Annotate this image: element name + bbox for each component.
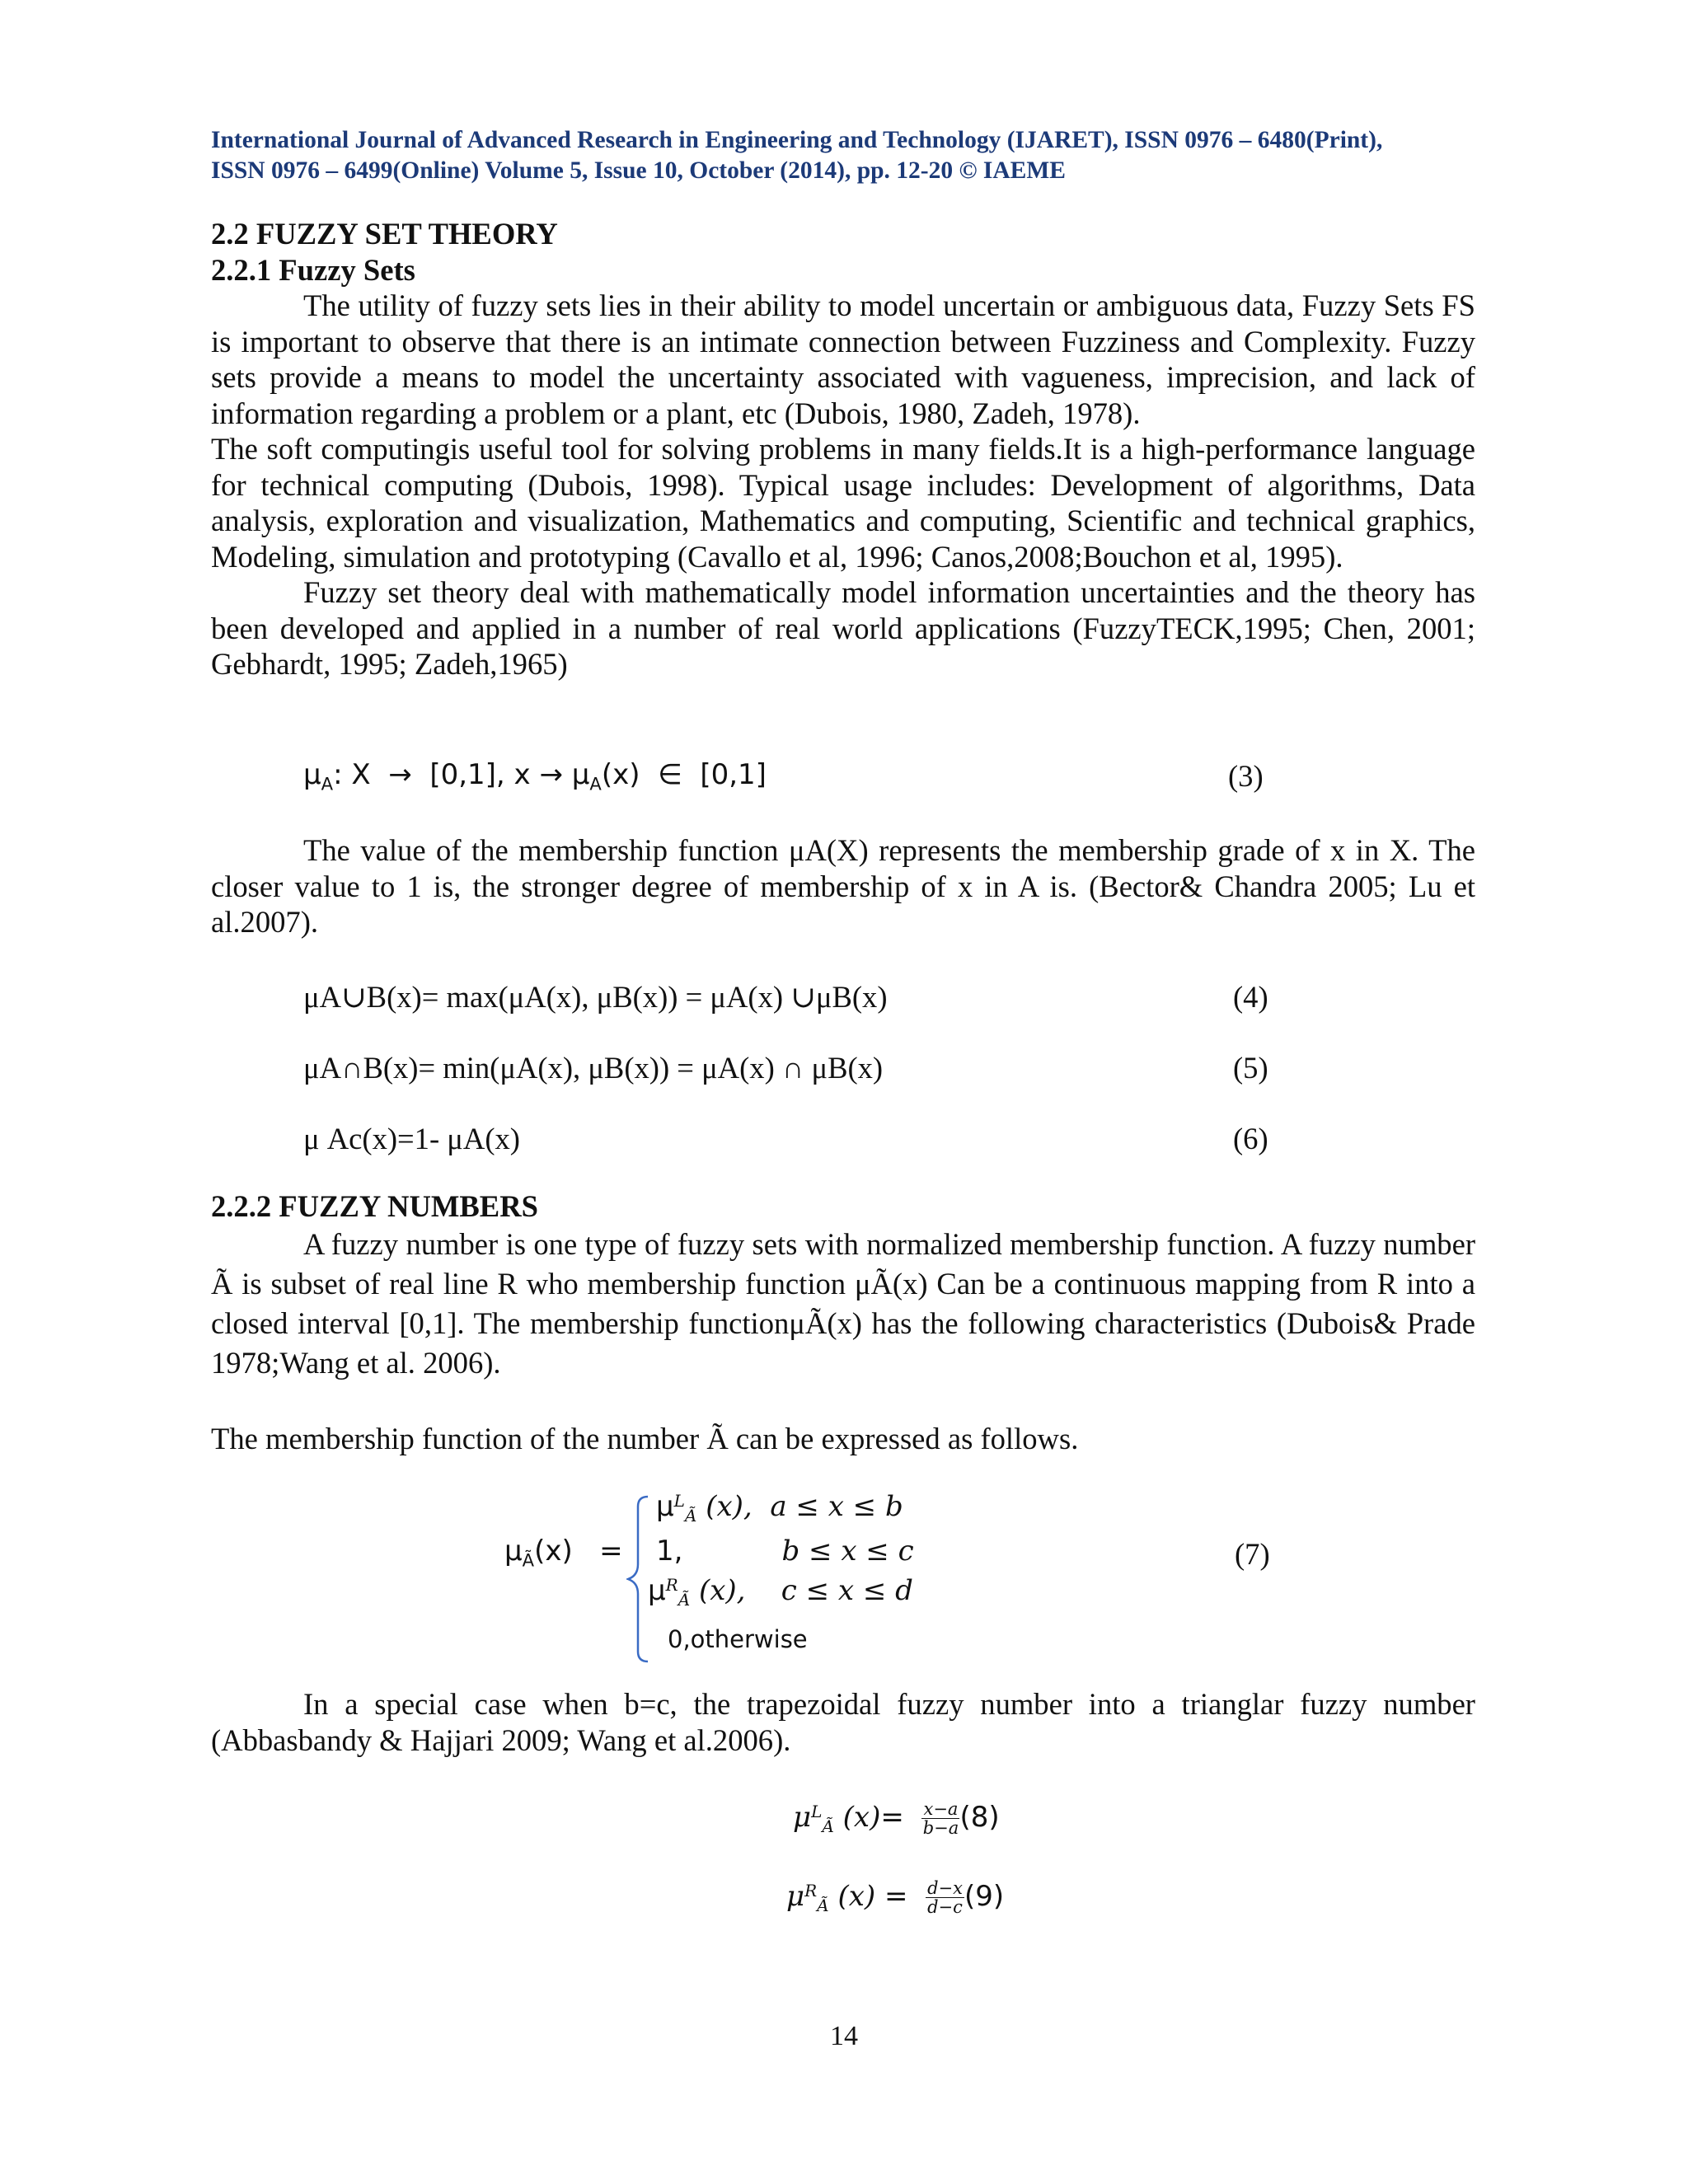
equation-7-case-2	[656, 1535, 914, 1568]
subsection-title: 2.2.1 Fuzzy Sets	[211, 252, 415, 287]
equation-8: $\mu^L_Ã$ (x)= $\frac{x-a}{b-a}$ (8)	[793, 1799, 1000, 1838]
equation-7-case-3: $\mu^R_Ã$ (x), c ≤ x ≤ d	[648, 1574, 913, 1610]
equation-7-lhs: $\mu_Ã(x)$ =	[504, 1535, 623, 1571]
equation-3: $\mu_A$: X → [0,1], $x \to \mu_A(x)$ ∈ [0,1]	[303, 758, 767, 794]
equation-5: μA∩B(x)= min(μA(x), μB(x)) = μA(x) ∩ μB(x)	[303, 1051, 884, 1085]
journal-header	[211, 125, 1480, 186]
equation-7-case-4: 0,otherwise	[668, 1625, 808, 1653]
equation-6: μ Ac(x)=1- μA(x)	[303, 1122, 520, 1155]
body-text-membership	[211, 832, 1475, 940]
section-title: 2.2 FUZZY SET THEORY	[211, 217, 558, 251]
equation-9-number: (9)	[964, 1880, 1005, 1913]
equation-7-case-2-val: 1,	[656, 1535, 683, 1568]
equation-7-case-1: $\mu^L_Ã$ (x), a ≤ x ≤ b	[656, 1490, 903, 1526]
equation-4-number: (4)	[1233, 980, 1268, 1014]
body-text-top	[211, 216, 1475, 682]
paragraph-fuzzy-sets-1: The utility of fuzzy sets lies in their ability to model uncertain or ambiguous data, Fuzzy Sets FS is important to observe that there is an intimate connection between Fuzziness and Complexity. Fuzzy sets provide a means to model the uncertainty associated with vagueness, imprecision, and lack of information regarding a problem or a plant, etc (Dubois, 1980, Zadeh, 1978).	[211, 288, 1475, 430]
paragraph-fuzzy-sets-2: The soft computingis useful tool for solving problems in many fields.It is a high-performance language for technical computing (Dubois, 1998). Typical usage includes: Development of algorithms, Data analysis, exploration and visualization, Mathematics and computing, Scientific and technical graphics, Modeling, simulation and prototyping (Cavallo et al, 1996; Canos,2008;Bouchon et al, 1995).	[211, 432, 1475, 574]
paragraph-special-case: In a special case when b=c, the trapezoidal fuzzy number into a trianglar fuzzy number (Abbasbandy & Hajjari 2009; Wang et al.2006).	[211, 1687, 1475, 1757]
fuzzy-numbers-title: 2.2.2 FUZZY NUMBERS	[211, 1189, 538, 1223]
equation-7-case-3-cond: c ≤ x ≤ d	[781, 1574, 913, 1607]
paragraph-fuzzy-sets-3: Fuzzy set theory deal with mathematically model information uncertainties and the theory has been developed and applied in a number of real world applications (FuzzyTECK,1995; Chen, 2001; Gebhardt, 1995; Zadeh,1965)	[211, 575, 1475, 681]
equation-3-number: (3)	[1228, 759, 1264, 793]
equation-5-number: (5)	[1233, 1051, 1268, 1085]
page-number: 14	[830, 2021, 858, 2051]
body-text-special-case	[211, 1686, 1475, 1758]
paragraph-fuzzy-number-def: A fuzzy number is one type of fuzzy sets with normalized membership function. A fuzzy number Ã is subset of real line R who membership function μÃ(x) Can be a continuous mapping from R into a closed interval [0,1]. The membership functionμÃ(x) has the following characteristics (Dubois& Prade 1978;Wang et al. 2006).	[211, 1226, 1475, 1380]
body-text-fuzzy-numbers	[211, 1188, 1475, 1456]
equation-9: $\mu^R_Ã$ (x) = $\frac{d-x}{d-c}$ (9)	[786, 1878, 1005, 1917]
equation-4: μA∪B(x)= max(μA(x), μB(x)) = μA(x) ∪μB(x)	[303, 980, 888, 1014]
equation-7-case-2-cond: b ≤ x ≤ c	[781, 1535, 914, 1568]
equation-8-number: (8)	[959, 1801, 1000, 1834]
paragraph-membership-value: The value of the membership function μA(X) represents the membership grade of x in X. The closer value to 1 is, the stronger degree of membership of x in A is. (Bector& Chandra 2005; Lu et al.2007).	[211, 833, 1475, 939]
equation-6-number: (6)	[1233, 1122, 1268, 1155]
equation-7-case-1-cond: a ≤ x ≤ b	[770, 1490, 903, 1523]
header-line-2: ISSN 0976 – 6499(Online) Volume 5, Issue 10, October (2014), pp. 12-20 © IAEME	[211, 157, 1066, 184]
header-line-1: International Journal of Advanced Research in Engineering and Technology (IJARET), ISSN 0976 – 6480(Print),	[211, 127, 1383, 153]
paragraph-membership-expression: The membership function of the number Ã can be expressed as follows.	[211, 1421, 1079, 1455]
equation-7-number: (7)	[1235, 1537, 1270, 1571]
